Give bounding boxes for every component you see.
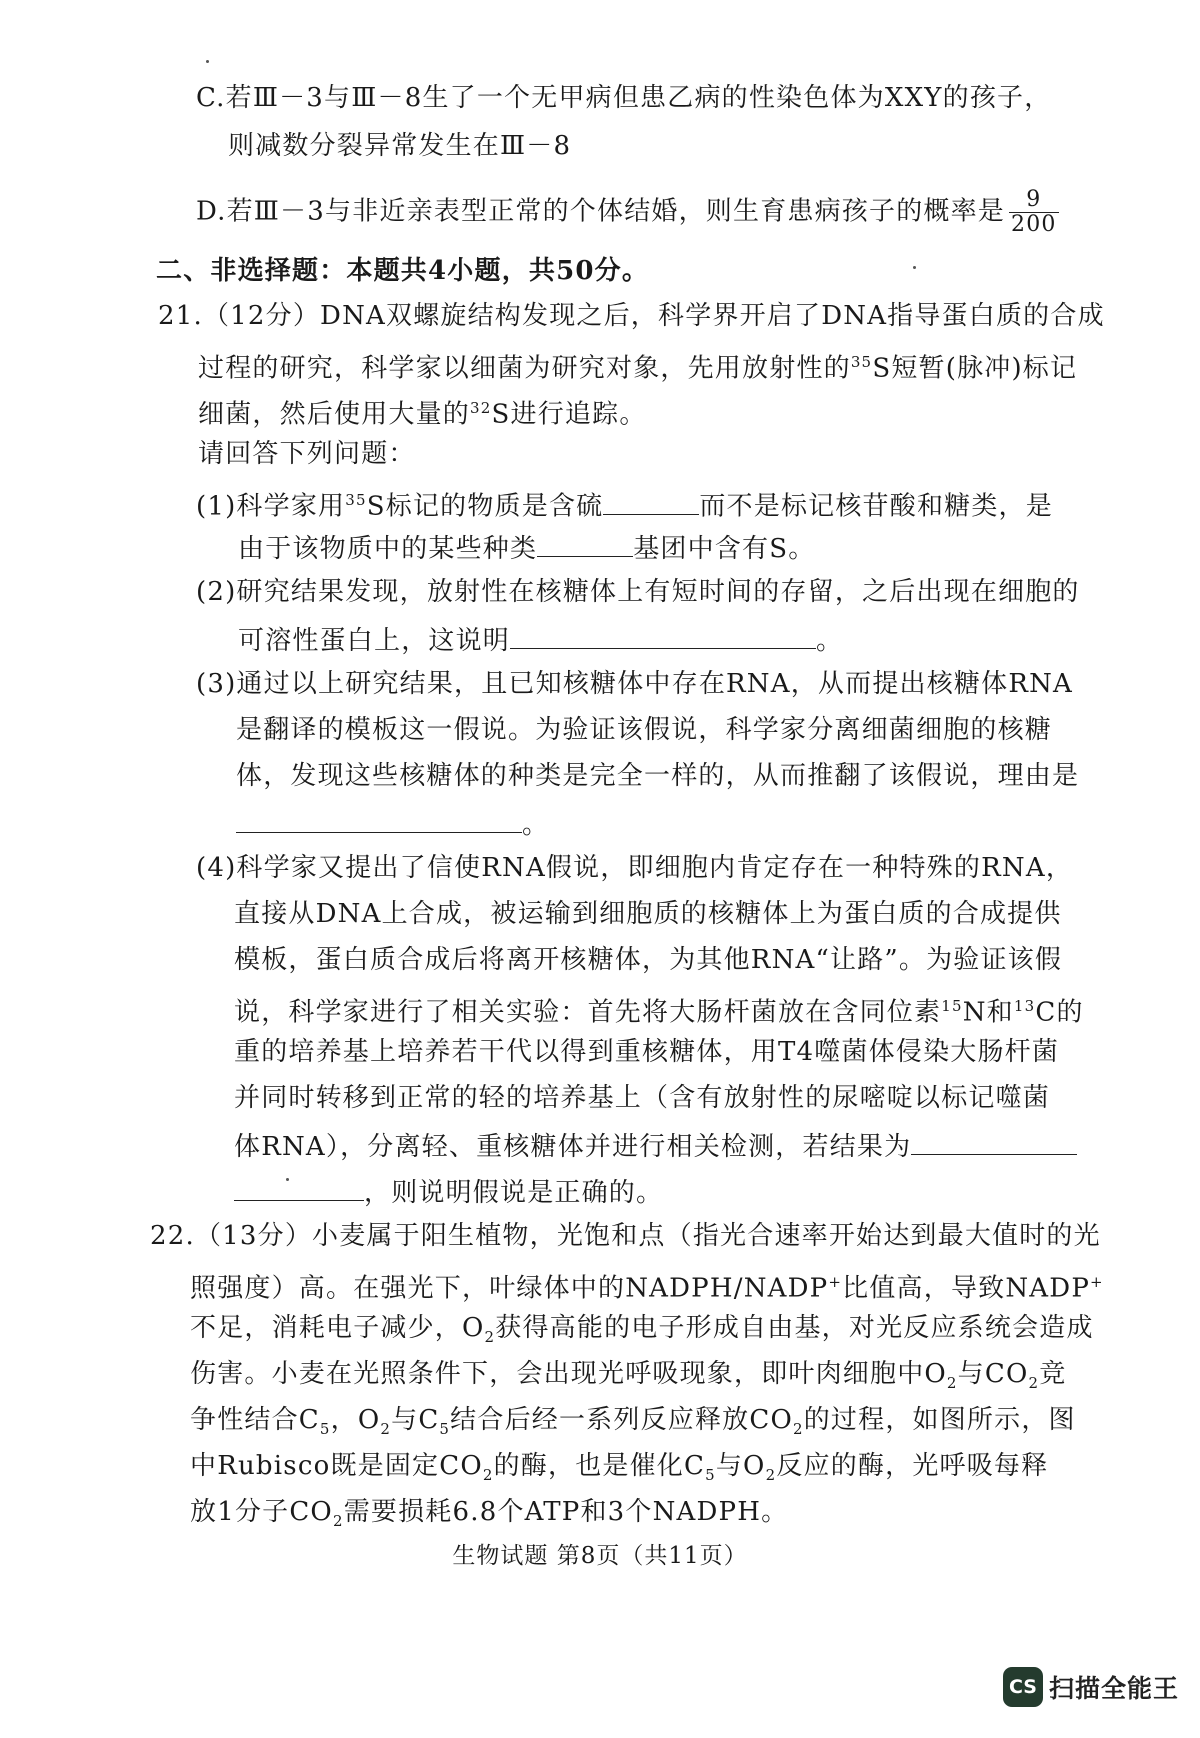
q22-line-4: 伤害。小麦在光照条件下，会出现光呼吸现象，即叶肉细胞中$O_2$与$CO_2$竞 [190, 1359, 1067, 1393]
q21-part-4-line-6: 并同时转移到正常的轻的培养基上（含有放射性的尿嘧啶以标记噬菌 [234, 1083, 1051, 1113]
answer-blank-4[interactable] [236, 804, 522, 833]
option-d-text: D.若Ⅲ－3与非近亲表型正常的个体结婚，则生育患病孩子的概率是 [196, 196, 1005, 227]
page-footer: 生物试题 第8页（共11页） [452, 1543, 748, 1569]
q21-part-1-line-1: (1)科学家用$^{35}$S标记的物质是含硫 而不是标记核苷酸和糖类，是 [196, 482, 1053, 525]
option-c-line-1: C.若Ⅲ－3与Ⅲ－8生了一个无甲病但患乙病的性染色体为XXY的孩子， [196, 83, 1052, 113]
camscanner-watermark [1003, 1665, 1179, 1709]
q22-line-3: 不足，消耗电子减少，$O_2$获得高能的电子形成自由基，对光反应系统会造成 [190, 1313, 1094, 1347]
q21-part-1-line-2: 由于该物质中的某些种类 基团中含有S。 [238, 528, 815, 567]
option-d-line [196, 188, 1059, 237]
q21-line-2: 过程的研究，科学家以细菌为研究对象，先用放射性的$^{35}$S短暂(脉冲)标记 [198, 353, 1078, 384]
q22-line-6: 中Rubisco既是固定$CO_2$的酶，也是催化$C_5$与$O_2$反应的酶，光呼吸每释 [190, 1451, 1049, 1485]
answer-blank-3[interactable] [510, 620, 816, 649]
scan-speck [206, 60, 209, 63]
q21-part-3-line-2: 是翻译的模板这一假说。为验证该假说，科学家分离细菌细胞的核糖 [236, 715, 1053, 745]
q21-part-2-line-2: 可溶性蛋白上，这说明 。 [238, 620, 843, 659]
probability-fraction [1009, 188, 1059, 237]
camscanner-label: 扫描全能王 [1049, 1674, 1180, 1703]
q21-part-4-line-5: 重的培养基上培养若干代以得到重核糖体，用T4噬菌体侵染大肠杆菌 [234, 1037, 1060, 1067]
q21-part-3-line-4: 。 [236, 804, 549, 843]
answer-blank-6[interactable] [234, 1172, 364, 1201]
q21-prompt: 请回答下列问题： [198, 439, 416, 469]
option-c-line-2: 则减数分裂异常发生在Ⅲ－8 [228, 131, 572, 161]
camscanner-logo-icon: CS [1003, 1667, 1043, 1707]
scan-speck [286, 1178, 289, 1181]
q22-line-5: 争性结合$C_5$，$O_2$与$C_5$结合后经一系列反应释放$CO_2$的过程，如图所示，图 [190, 1405, 1076, 1439]
q21-part-4-line-7: 体RNA），分离轻、重核糖体并进行相关检测，若结果为 [234, 1126, 1077, 1165]
answer-blank-1[interactable] [603, 486, 699, 515]
answer-blank-2[interactable] [537, 528, 633, 557]
answer-blank-5[interactable] [911, 1126, 1077, 1155]
fraction-denominator: 200 [1011, 212, 1057, 237]
q21-part-4-line-3: 模板，蛋白质合成后将离开核糖体，为其他RNA“让路”。为验证该假 [234, 945, 1063, 975]
q22-line-1: 22.（13分）小麦属于阳生植物，光饱和点（指光合速率开始达到最大值时的光 [150, 1221, 1101, 1251]
fraction-numerator: 9 [1009, 188, 1059, 213]
q21-line-3: 细菌，然后使用大量的$^{32}$S进行追踪。 [198, 399, 647, 430]
q21-part-3-line-1: (3)通过以上研究结果，且已知核糖体中存在RNA，从而提出核糖体RNA [196, 669, 1074, 699]
q22-line-2: 照强度）高。在强光下，叶绿体中的NADPH/NADP+比值高，导致NADP+ [190, 1273, 1104, 1304]
scan-speck [913, 266, 916, 269]
q21-part-4-line-8: ，则说明假说是正确的。 [234, 1172, 663, 1211]
section-2-heading: 二、非选择题：本题共4小题，共50分。 [156, 256, 650, 286]
q21-part-4-line-1: (4)科学家又提出了信使RNA假说，即细胞内肯定存在一种特殊的RNA， [196, 853, 1074, 883]
q21-part-4-line-2: 直接从DNA上合成，被运输到细胞质的核糖体上为蛋白质的合成提供 [234, 899, 1062, 929]
q22-line-7: 放1分子$CO_2$需要损耗6.8个ATP和3个NADPH。 [190, 1497, 789, 1531]
q21-line-1: 21.（12分）DNA双螺旋结构发现之后，科学界开启了DNA指导蛋白质的合成 [158, 301, 1105, 331]
q21-part-4-line-4: 说，科学家进行了相关实验：首先将大肠杆菌放在含同位素$^{15}$N和$^{13}$C的 [234, 997, 1084, 1028]
q21-part-3-line-3: 体，发现这些核糖体的种类是完全一样的，从而推翻了该假说，理由是 [236, 761, 1080, 791]
q21-part-2-line-1: (2)研究结果发现，放射性在核糖体上有短时间的存留，之后出现在细胞的 [196, 577, 1080, 607]
